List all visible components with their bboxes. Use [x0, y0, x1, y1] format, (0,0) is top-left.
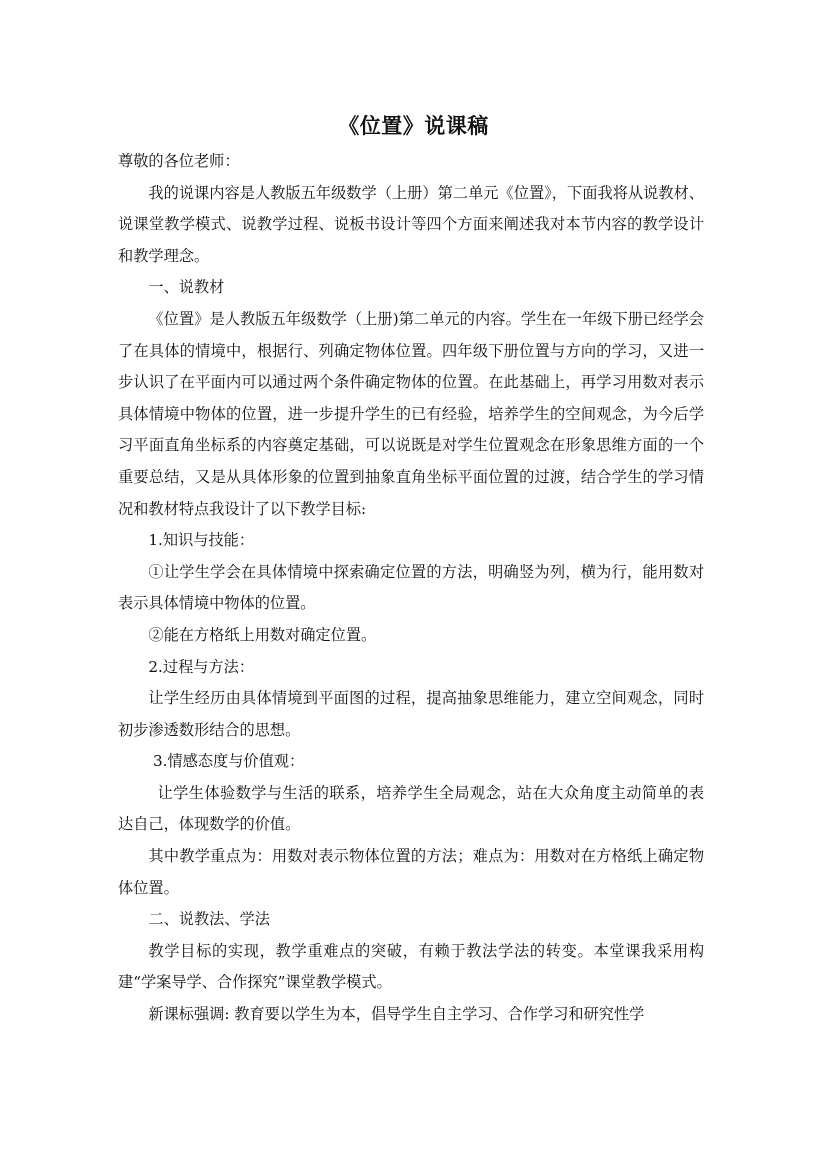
- document-body: [118, 146, 704, 1031]
- goal-heading-knowledge: 1.知识与技能：: [148, 531, 255, 550]
- salutation: 尊敬的各位老师：: [118, 152, 240, 170]
- paragraph-process: 让学生经历由具体情境到平面图的过程，提高抽象思维能力，建立空间观念，同时初步渗透数形结合的思想。: [118, 689, 704, 739]
- paragraph-key-points: 其中教学重点为：用数对表示物体位置的方法；难点为：用数对在方格纸上确定物体位置。: [118, 847, 704, 897]
- section-heading-textbook: 一、说教材: [148, 278, 225, 297]
- goal-item-2: ②能在方格纸上用数对确定位置。: [148, 625, 377, 644]
- goal-item-1: ①让学生学会在具体情境中探索确定位置的方法，明确竖为列，横为行，能用数对表示具体情境中物体的位置。: [118, 562, 704, 613]
- paragraph-curriculum: 新课标强调: 教育要以学生为本，倡导学生自主学习、合作学习和研究性学: [148, 1005, 645, 1024]
- section-heading-methods: 二、说教法、学法: [148, 910, 270, 929]
- goal-heading-process: 2.过程与方法：: [148, 657, 255, 676]
- document-title: 《位置》说课稿: [338, 113, 489, 138]
- goal-heading-emotion: 3.情感态度与价值观：: [152, 752, 305, 771]
- paragraph-textbook: 《位置》是人教版五年级数学（上册)第二单元的内容。学生在一年级下册已经学会了在具体的情境中，根据行、列确定物体位置。四年级下册位置与方向的学习，又进一步认识了在平面内可以通过两个条件确定物体的位置。在此基础上，再学习用数对表示具体情境中物体的位置，进一步提升学生的已有经验，培养学生的空间观念，为今后学习平面直角坐标系的内容奠定基础，可以说既是对学生位置观念在形象思维方面的一个重要总结，又是从具体形象的位置到抽象直角坐标平面位置的过渡，结合学生的学习情况和教材特点我设计了以下教学目标:: [118, 309, 704, 518]
- paragraph-intro: 我的说课内容是人教版五年级数学（上册）第二单元《位置》，下面我将从说教材、说课堂教学模式、说教学过程、说板书设计等四个方面来阐述我对本节内容的教学设计和教学理念。: [118, 183, 704, 265]
- paragraph-methods: 教学目标的实现，教学重难点的突破，有赖于教法学法的转变。本堂课我采用构建“学案导学、合作探究”课堂教学模式。: [118, 941, 704, 992]
- paragraph-emotion: 让学生体验数学与生活的联系，培养学生全局观念，站在大众角度主动简单的表达自己，体现数学的价值。: [118, 783, 704, 834]
